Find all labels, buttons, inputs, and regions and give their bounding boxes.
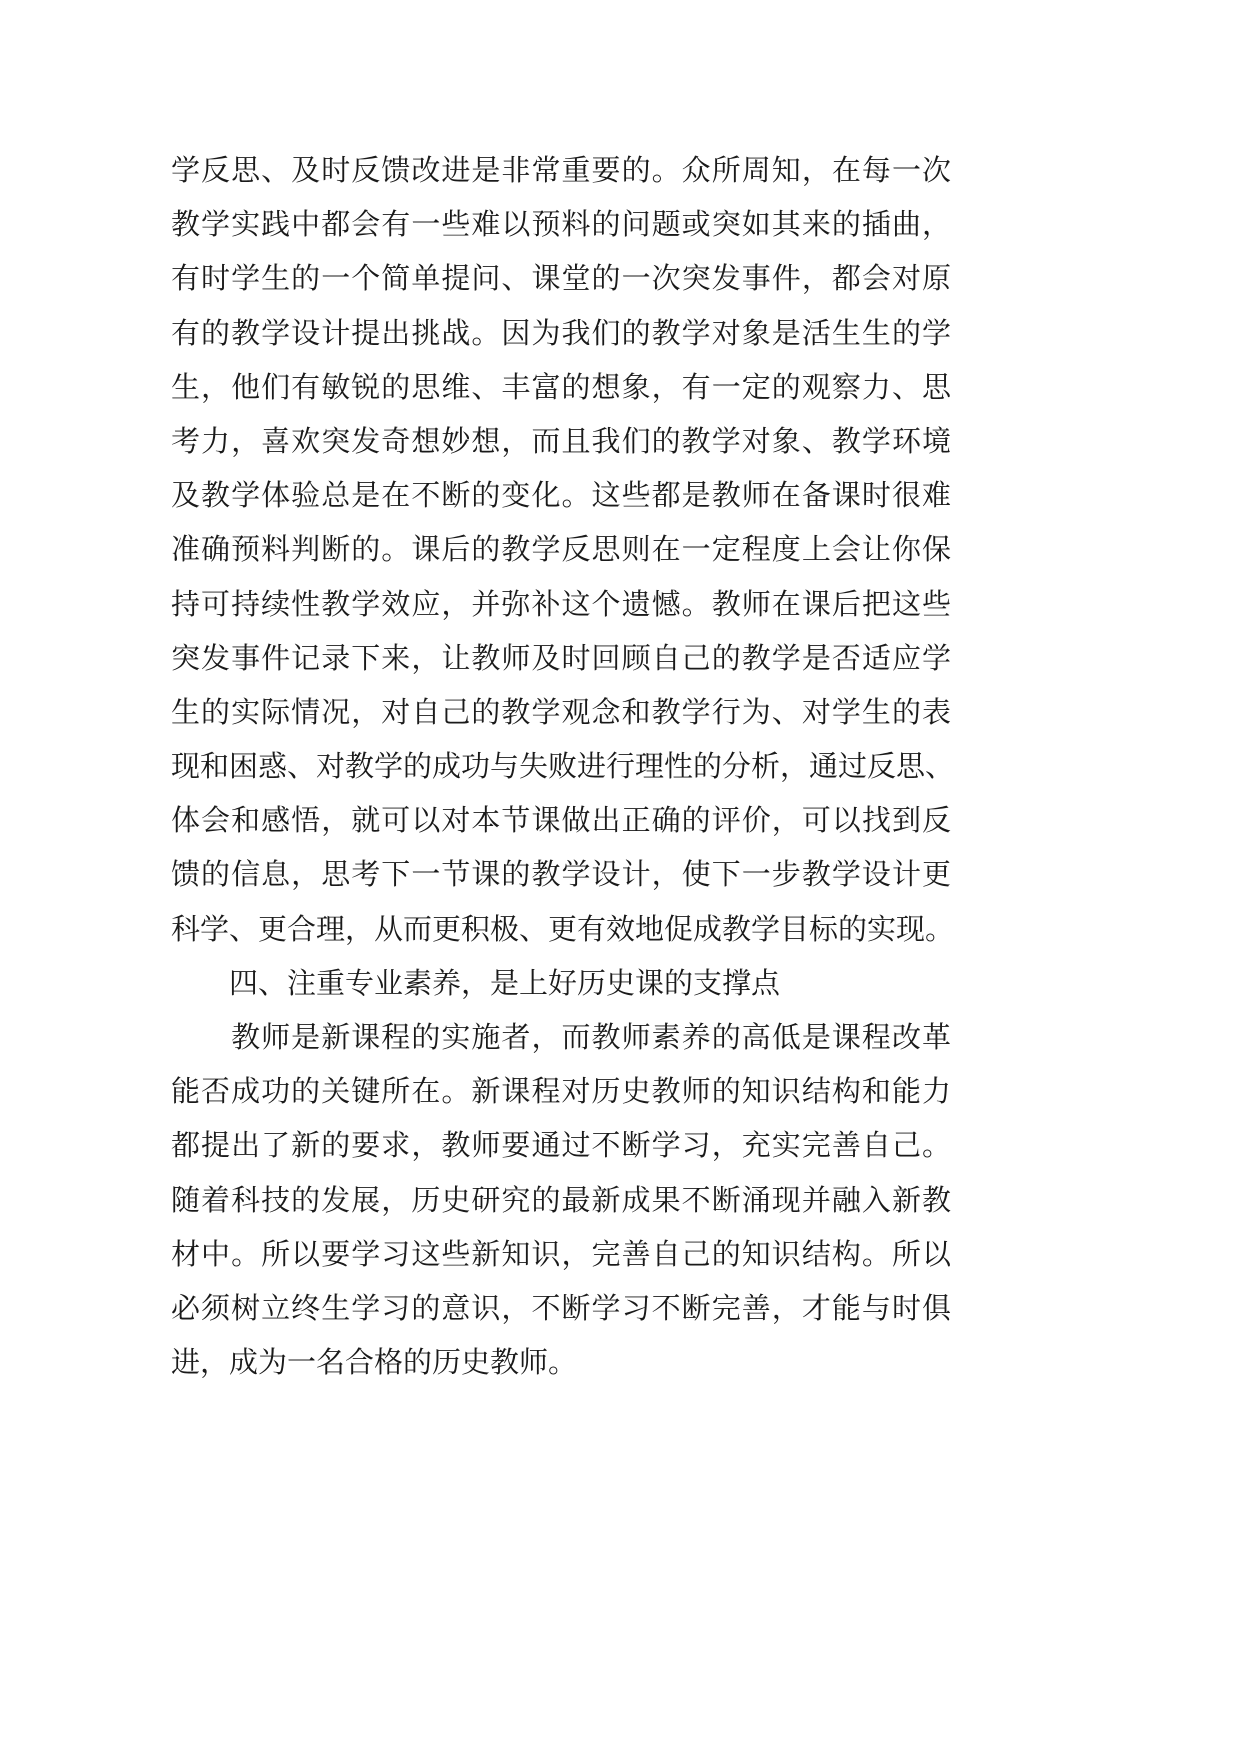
text-line: 持可持续性教学效应，并弥补这个遗憾。教师在课后把这些 — [171, 586, 951, 621]
text-line: 有的教学设计提出挑战。因为我们的教学对象是活生生的学 — [171, 315, 951, 350]
text-line: 考力，喜欢突发奇想妙想，而且我们的教学对象、教学环境 — [171, 423, 951, 458]
text-line: 生的实际情况，对自己的教学观念和教学行为、对学生的表 — [171, 694, 951, 729]
text-line: 有时学生的一个简单提问、课堂的一次突发事件，都会对原 — [171, 261, 951, 296]
text-line: 必须树立终生学习的意识，不断学习不断完善，才能与时俱 — [171, 1290, 951, 1325]
text-line: 学反思、及时反馈改进是非常重要的。众所周知，在每一次 — [171, 153, 951, 187]
text-line: 体会和感悟，就可以对本节课做出正确的评价，可以找到反 — [171, 803, 951, 838]
text-line: 能否成功的关键所在。新课程对历史教师的知识结构和能力 — [171, 1074, 951, 1109]
text-line: 现和困惑、对教学的成功与失败进行理性的分析，通过反思、 — [171, 749, 955, 784]
body-text — [171, 143, 955, 1389]
text-line: 教学实践中都会有一些难以预料的问题或突如其来的插曲， — [171, 207, 951, 242]
text-line: 都提出了新的要求，教师要通过不断学习，充实完善自己。 — [171, 1128, 951, 1163]
text-line: 及教学体验总是在不断的变化。这些都是教师在备课时很难 — [171, 478, 951, 513]
text-line: 科学、更合理，从而更积极、更有效地促成教学目标的实现。 — [171, 911, 955, 946]
text-line: 材中。所以要学习这些新知识，完善自己的知识结构。所以 — [171, 1236, 951, 1271]
text-line: 生，他们有敏锐的思维、丰富的想象，有一定的观察力、思 — [171, 369, 951, 404]
text-line: 馈的信息，思考下一节课的教学设计，使下一步教学设计更 — [171, 857, 951, 892]
text-line: 突发事件记录下来，让教师及时回顾自己的教学是否适应学 — [171, 640, 951, 675]
section-heading: 四、注重专业素养，是上好历史课的支撑点 — [171, 965, 781, 1000]
text-line: 教师是新课程的实施者，而教师素养的高低是课程改革 — [171, 1020, 951, 1054]
text-line: 进，成为一名合格的历史教师。 — [171, 1345, 578, 1380]
text-line: 随着科技的发展，历史研究的最新成果不断涌现并融入新教 — [171, 1182, 951, 1217]
text-line: 准确预料判断的。课后的教学反思则在一定程度上会让你保 — [171, 532, 951, 567]
